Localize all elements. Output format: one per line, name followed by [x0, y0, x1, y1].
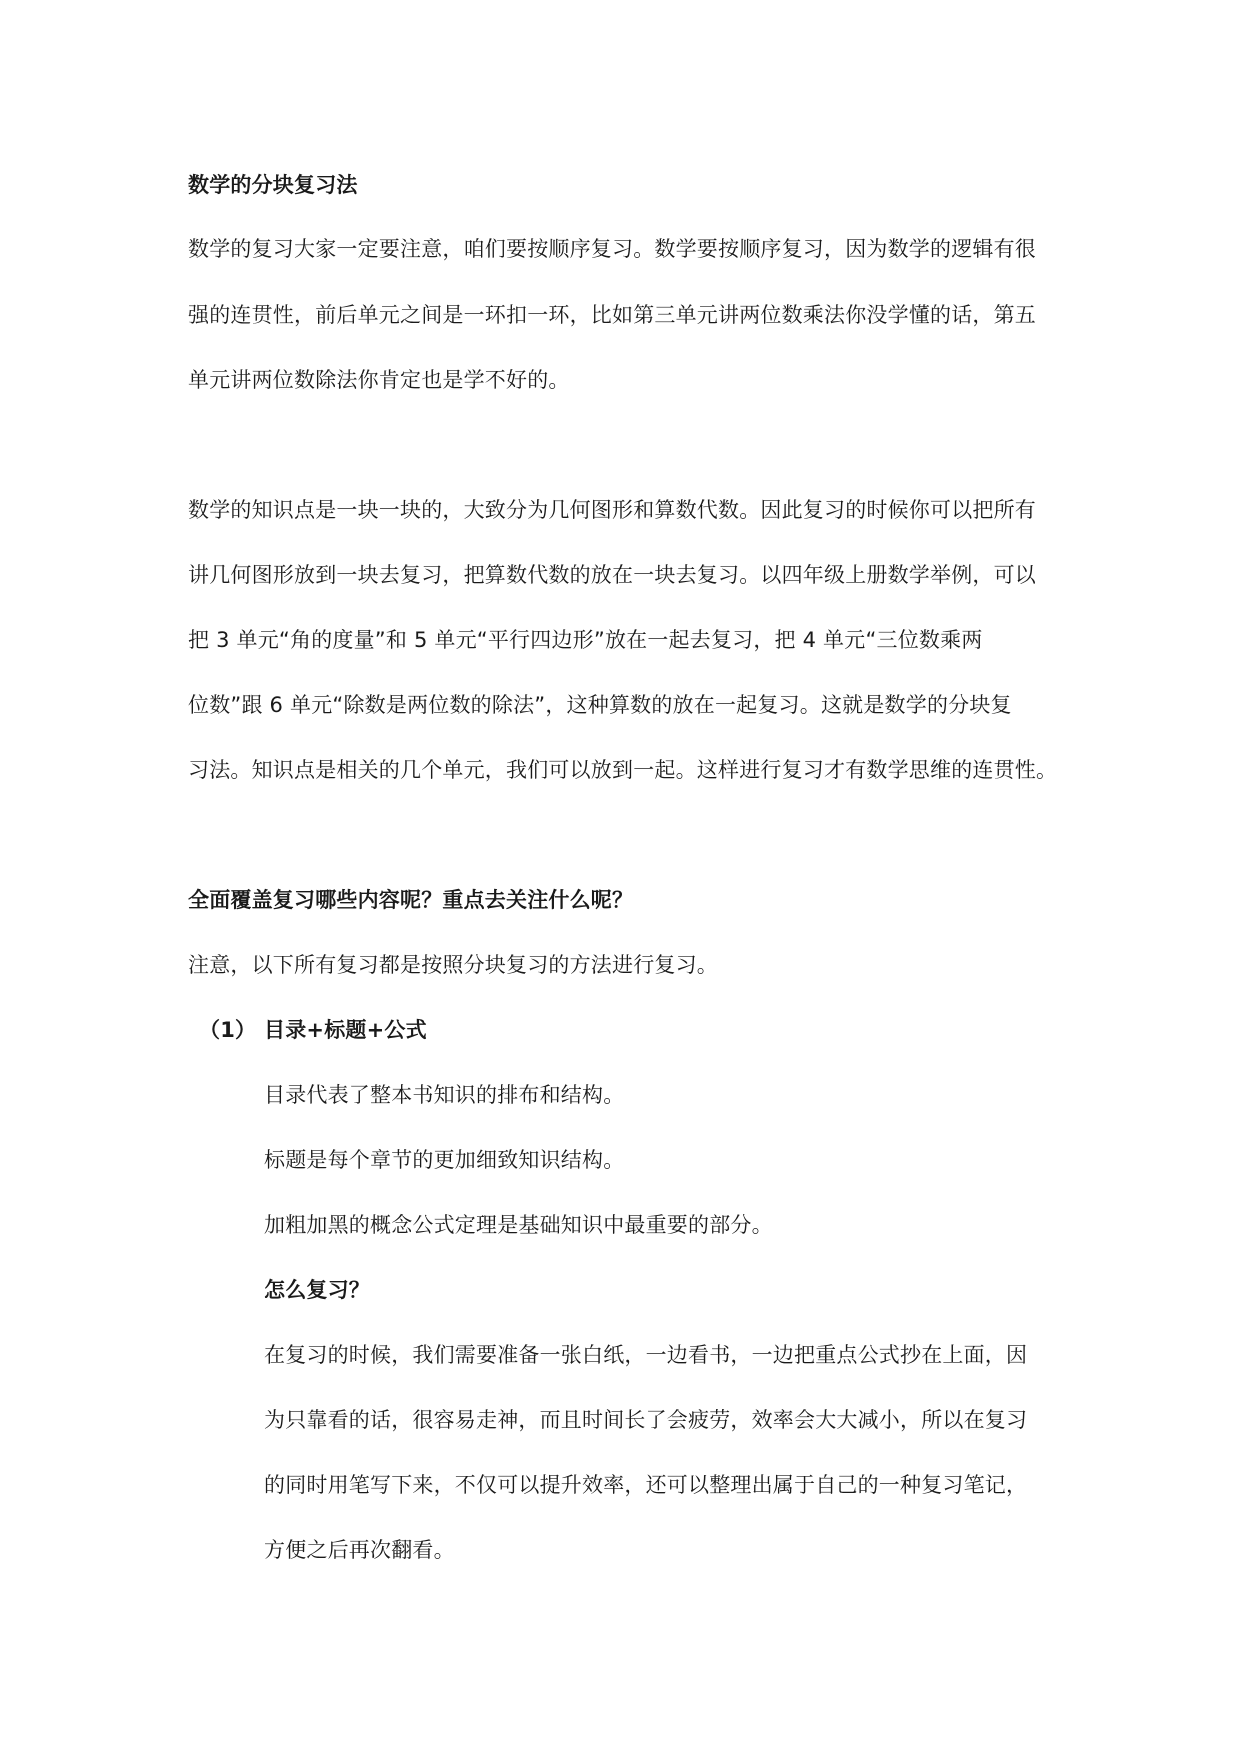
how-to-review-heading: 怎么复习？ [264, 1278, 370, 1302]
paragraph-line: 在复习的时候，我们需要准备一张白纸，一边看书，一边把重点公式抄在上面，因 [264, 1343, 1028, 1367]
paragraph-line: 强的连贯性，前后单元之间是一环扣一环，比如第三单元讲两位数乘法你没学懂的话，第五 [188, 303, 1036, 327]
paragraph-line: 方便之后再次翻看。 [264, 1538, 455, 1562]
paragraph-line: 讲几何图形放到一块去复习，把算数代数的放在一块去复习。以四年级上册数学举例，可以 [188, 563, 1036, 587]
section-heading-block-review: 数学的分块复习法 [188, 173, 358, 197]
list-point: 加粗加黑的概念公式定理是基础知识中最重要的部分。 [264, 1213, 773, 1237]
paragraph-line: 习法。知识点是相关的几个单元，我们可以放到一起。这样进行复习才有数学思维的连贯性。 [188, 758, 1058, 782]
paragraph-line: 数学的复习大家一定要注意，咱们要按顺序复习。数学要按顺序复习，因为数学的逻辑有很 [188, 237, 1036, 261]
paragraph-line: 数学的知识点是一块一块的，大致分为几何图形和算数代数。因此复习的时候你可以把所有 [188, 498, 1036, 522]
list-point: 目录代表了整本书知识的排布和结构。 [264, 1083, 625, 1107]
paragraph-line: 把 3 单元“角的度量”和 5 单元“平行四边形”放在一起去复习，把 4 单元“三位数乘两 [188, 628, 983, 652]
paragraph-line: 的同时用笔写下来，不仅可以提升效率，还可以整理出属于自己的一种复习笔记， [264, 1473, 1028, 1497]
paragraph-line: 单元讲两位数除法你肯定也是学不好的。 [188, 368, 570, 392]
note-text: 注意，以下所有复习都是按照分块复习的方法进行复习。 [188, 953, 718, 977]
list-number: （1） [199, 1018, 257, 1042]
paragraph-line: 为只靠看的话，很容易走神，而且时间长了会疲劳，效率会大大减小，所以在复习 [264, 1408, 1028, 1432]
list-point: 标题是每个章节的更加细致知识结构。 [264, 1148, 625, 1172]
paragraph-line: 位数”跟 6 单元“除数是两位数的除法”，这种算数的放在一起复习。这就是数学的分块复 [188, 693, 1012, 717]
section-heading-review-content: 全面覆盖复习哪些内容呢？重点去关注什么呢？ [188, 888, 634, 912]
list-item-title: 目录+标题+公式 [264, 1018, 427, 1042]
